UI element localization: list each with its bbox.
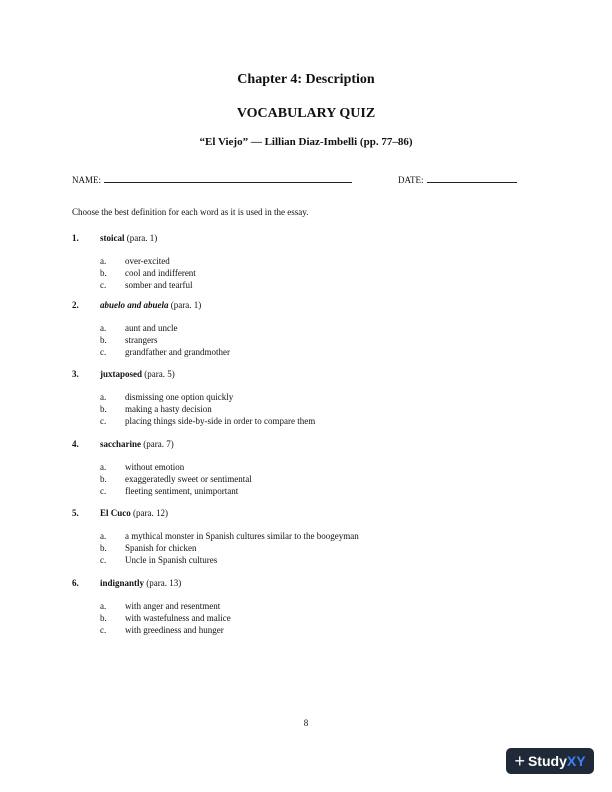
logo-text: Study [527,753,567,769]
option-letter: c. [100,554,107,565]
option-text: exaggeratedly sweet or sentimental [125,473,252,484]
option-letter: c. [100,485,107,496]
option-letter: b. [100,403,107,414]
option-text: dismissing one option quickly [125,392,234,402]
option-text: with wastefulness and malice [125,612,231,623]
question-head [100,233,157,243]
option-text: without emotion [125,462,185,472]
para-ref: (para. 7) [143,439,174,449]
essay-subtitle: “El Viejo” — Lillian Diaz-Imbelli (pp. 77–86) [199,136,413,148]
option-text: a mythical monster in Spanish cultures similar to the boogeyman [125,531,359,541]
question-head [100,439,174,449]
option-letter: b. [100,612,107,623]
option-text: Spanish for chicken [125,542,197,553]
question-number: 1. [72,233,79,243]
option-text: placing things side-by-side in order to compare them [125,415,316,426]
quiz-title: VOCABULARY QUIZ [236,106,376,121]
option-letter: b. [100,542,107,553]
option-letter: a. [100,531,107,541]
name-label: NAME: [72,175,101,185]
vocab-word: El Cuco [100,508,131,518]
option-letter: b. [100,473,107,484]
option-text: cool and indifferent [125,267,196,278]
vocab-word: juxtaposed [100,369,143,379]
option-letter: a. [100,392,107,402]
date-label: DATE: [398,175,424,185]
question-head [100,369,175,379]
question-head [100,508,168,518]
question-head [100,300,201,310]
question-number: 5. [72,508,79,518]
vocab-word: abuelo and abuela [100,300,169,310]
option-letter: a. [100,462,107,472]
option-text: fleeting sentiment, unimportant [125,485,239,496]
option-text: with anger and resentment [125,601,221,611]
option-text: Uncle in Spanish cultures [125,554,218,565]
option-text: with greediness and hunger [125,624,224,635]
vocab-word: indignantly [100,578,145,588]
para-ref: (para. 12) [133,508,168,518]
option-text: grandfather and grandmother [125,346,230,357]
page-number: 8 [303,718,309,728]
question-number: 2. [72,300,79,310]
option-letter: a. [100,601,107,611]
option-text: aunt and uncle [125,323,178,333]
option-text: somber and tearful [125,279,193,290]
para-ref: (para. 1) [170,300,202,310]
vocab-word: stoical [100,233,125,243]
para-ref: (para. 1) [126,233,158,243]
question-number: 4. [72,439,79,449]
chapter-title: Chapter 4: Description [237,72,375,87]
option-text: over-excited [125,256,170,266]
option-letter: c. [100,279,107,290]
vocab-word: saccharine [100,439,141,449]
para-ref: (para. 5) [144,369,175,379]
name-field [72,174,352,185]
question-head [100,578,181,588]
question-number: 6. [72,578,79,588]
option-letter: c. [100,346,107,357]
instructions: Choose the best definition for each word as it is used in the essay. [72,207,309,217]
option-text: strangers [125,334,158,345]
option-letter: c. [100,415,107,426]
plus-icon: + [514,751,525,771]
para-ref: (para. 13) [146,578,182,588]
question-number: 3. [72,369,79,379]
logo-accent-text: XY [566,753,586,769]
option-text: making a hasty decision [125,403,212,414]
name-line[interactable] [104,174,352,183]
option-letter: c. [100,624,107,635]
option-letter: b. [100,334,107,345]
option-letter: a. [100,323,107,333]
date-field [398,174,517,185]
date-line[interactable] [427,174,517,183]
option-letter: b. [100,267,107,278]
option-letter: a. [100,256,107,266]
studyxy-logo[interactable] [506,748,594,774]
